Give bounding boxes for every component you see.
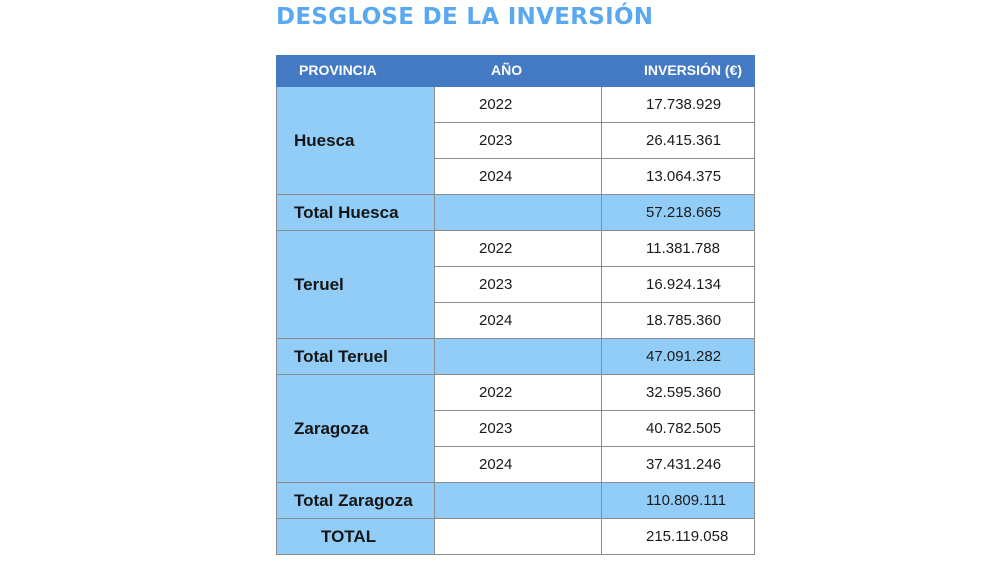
value-cell: 18.785.360 [602, 303, 755, 339]
grand-total-value: 215.119.058 [602, 519, 755, 555]
value-cell: 17.738.929 [602, 87, 755, 123]
grand-total-row [277, 519, 755, 555]
value-cell: 13.064.375 [602, 159, 755, 195]
total-value: 47.091.282 [602, 339, 755, 375]
total-row-teruel [277, 339, 755, 375]
table-header-row [277, 56, 755, 87]
year-cell: 2024 [435, 447, 602, 483]
province-zaragoza: Zaragoza [277, 375, 435, 483]
year-cell: 2024 [435, 303, 602, 339]
grand-total-label: TOTAL [277, 519, 435, 555]
table-row [277, 231, 755, 267]
year-cell: 2023 [435, 411, 602, 447]
year-cell: 2024 [435, 159, 602, 195]
header-anio: AÑO [435, 56, 602, 87]
page-title: DESGLOSE DE LA INVERSIÓN [276, 4, 654, 30]
value-cell: 37.431.246 [602, 447, 755, 483]
value-cell: 11.381.788 [602, 231, 755, 267]
value-cell: 32.595.360 [602, 375, 755, 411]
year-cell: 2023 [435, 123, 602, 159]
total-label: Total Huesca [277, 195, 435, 231]
investment-table [276, 55, 755, 555]
value-cell: 16.924.134 [602, 267, 755, 303]
year-cell: 2023 [435, 267, 602, 303]
blank-cell [435, 195, 602, 231]
total-row-huesca [277, 195, 755, 231]
header-provincia: PROVINCIA [277, 56, 435, 87]
total-label: Total Zaragoza [277, 483, 435, 519]
value-cell: 40.782.505 [602, 411, 755, 447]
blank-cell [435, 519, 602, 555]
table-row [277, 375, 755, 411]
year-cell: 2022 [435, 87, 602, 123]
province-teruel: Teruel [277, 231, 435, 339]
blank-cell [435, 483, 602, 519]
total-value: 57.218.665 [602, 195, 755, 231]
year-cell: 2022 [435, 231, 602, 267]
table-row [277, 87, 755, 123]
year-cell: 2022 [435, 375, 602, 411]
total-label: Total Teruel [277, 339, 435, 375]
blank-cell [435, 339, 602, 375]
total-row-zaragoza [277, 483, 755, 519]
header-inversion: INVERSIÓN (€) [602, 56, 755, 87]
total-value: 110.809.111 [602, 483, 755, 519]
province-huesca: Huesca [277, 87, 435, 195]
value-cell: 26.415.361 [602, 123, 755, 159]
